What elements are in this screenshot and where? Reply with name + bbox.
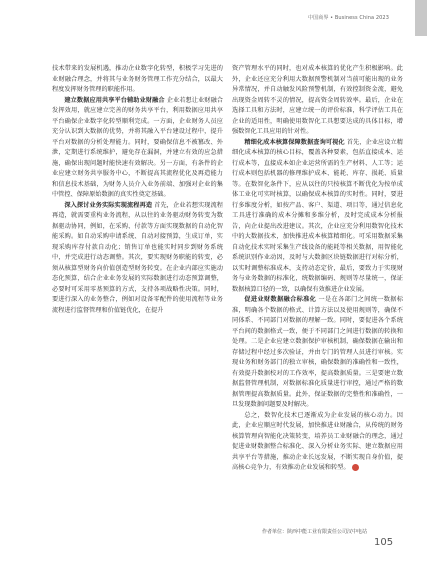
right-paragraph-2: 精细化成本核算保障数据查询可视化 首先，企业应设立精细化成本核算的核心目标，覆盖各种要素，包括直接成本、运行成本等，直接成本如企业运营所需的生产材料、人工等；运行成本则包括机器的修理维护成本、能耗、库存、损耗、质量等。在数智化条件下，应从以往的只按核算不断优化为按单成体工业化可实时核算，以确保成本核算的实时性。同时，要进行多维度分析，如按产品、客户、渠道、项目等，通过信息化工具进行准确的成本分摊和多维分析，及时完成成本分析报告，向企业提出改进建议。其次，企业应充分利用数智化技术中的大数据技术，加快推进成本核算精细化。可采用数据采集自动化技术实时采集生产线设备的能耗等相关数据，用智能化系统识别作业动因，及时与大数据区块链数据进行对标分析，以实时调整标准成本，支持动态定价，最后，要致力于实现财务与业务数据的标准化，统数据编码、规则等尽量统一，保证数据核算口径的一致，以确保有效推进企业发展。 [232,138,403,293]
end-mark-icon [352,464,359,471]
section-heading: 深入探讨业务实际实现流程再造 [64,201,153,209]
left-paragraph-1: 技术带来的发展机遇，推动企业数字化转型，积极学习先进的业财融合理念，并将其与业务财务管理工作充分结合，以最大程度发挥财务管理的职能作用。 [52,65,223,93]
right-paragraph-4: 总之，数智化技术已逐渐成为企业发展的核心动力。因此，企业应顺应时代发展，加快推进业财融合，从传统的财务核算管理向智能化决策转变，培养员工业财融合的理念，通过促进业财数据整合标准化、深入分析业务实际、建立数据应用共享平台等措施，推动企业长远发展，不断实现自身价值，提高核心竞争力，有效推动企业发展和转型。 [232,411,403,471]
page-number: 105 [374,537,394,548]
running-header: 中国商界 • Business China 2023 [308,15,389,21]
section-heading: 精细化成本核算保障数据查询可视化 [244,138,345,146]
left-paragraph-3: 深入探讨业务实际实现流程再造 首先，企业若想实现流程再造，就需要重构业务流程，从以往的业务驱动财务转变为数据驱动协同，例如，在采购、付款等方面实现数据的自动化智能采购。如自动采购申请系统、自动对接预算，生成订单，实现采购库存付款自动化；销售订单也能实时同步到财务系统中，并完成进行动态调整。其次，要实现财务职能的转变，必须从核算型财务向价值创造型财务转变。在企业内部应实施动态化预算，结合企业业务发展的实际数据进行动态预算调整，必要时可采用零基预算的方式，支持各项战略性决策。同时，要进行深入的业务整合，例如对设备零配件的使用流程等业务流程进行监督管理和价值链优化，在提升 [52,201,223,314]
right-paragraph-3: 促进业财数据融合标准化 一是在各部门之间统一数据标准，明确各个数据的格式、计算方法以及使用规则等，确保不同体系、不同部门对数据的理解一致。同时，要促进各个系统平台间的数据格式一致，便于不同部门之间进行数据的转换和处理。二是企业应建立数据保护审核机制，确保数据在输出和存储过程中经过多次验证，并由专门的管理人员进行审核。实现业务和财务部门的独立审核，确保数据的准确性和一致性，有效提升数据校对的工作效率，提高数据质量。三是要建立数据监督管理机制，对数据标准化质量进行审控，通过严格的数据管理提高数据质量。此外，保证数据的完整性和准确性，一旦发现数据问题要及时解决。 [232,296,404,408]
right-column [232,64,403,474]
section-heading: 建立数据应用共享平台辅助业财融合 [64,96,165,104]
section-heading: 促进业财数据融合标准化 [244,296,317,303]
left-column [52,64,223,316]
right-paragraph-1: 资产管理水平的同时，也对成本核算的优化产生积极影响。此外，企业还应充分利用大数据预警机制对当前可能出现的业务异常情况，并自动触发风险预警机制，有效控制资金流，避免出现资金周转不灵的情况，提高资金周转效率。最后，企业在选择工具和方法时，应建立统一的评价标准，科学评估工具在企业的适用性，明确使用数智化工具想要达成的具体目标，增强数智化工具应用的针对性。 [232,65,403,135]
corner-decoration [415,0,427,36]
left-paragraph-2: 建立数据应用共享平台辅助业财融合 企业若想让业财融合发挥效用，就应建立完善的财务共享平台，利用数据应用共享平台确保企业数字化转型顺利完成。一方面，企业财务人员应充分认识到大数据的优势，并将其融入平台建设过程中，提升平台对数据的分析处理能力。同时，要确保信息不被篡改、外泄，定期进行系统维护，避免存在漏洞，并建立有效的应急措施，确保出现问题时能快速有效解决。另一方面，有条件的企业应建立财务共享服务中心，不断提高其流程优化及再造能力和信息技术基础，为财务人员介入业务前端、加强对企业的集中管控、保障原始数据的真实性奠定基础。 [52,96,223,198]
author-affiliation: 作者单位：陕西中能工业有限责任公司汉中电站 [262,529,368,535]
